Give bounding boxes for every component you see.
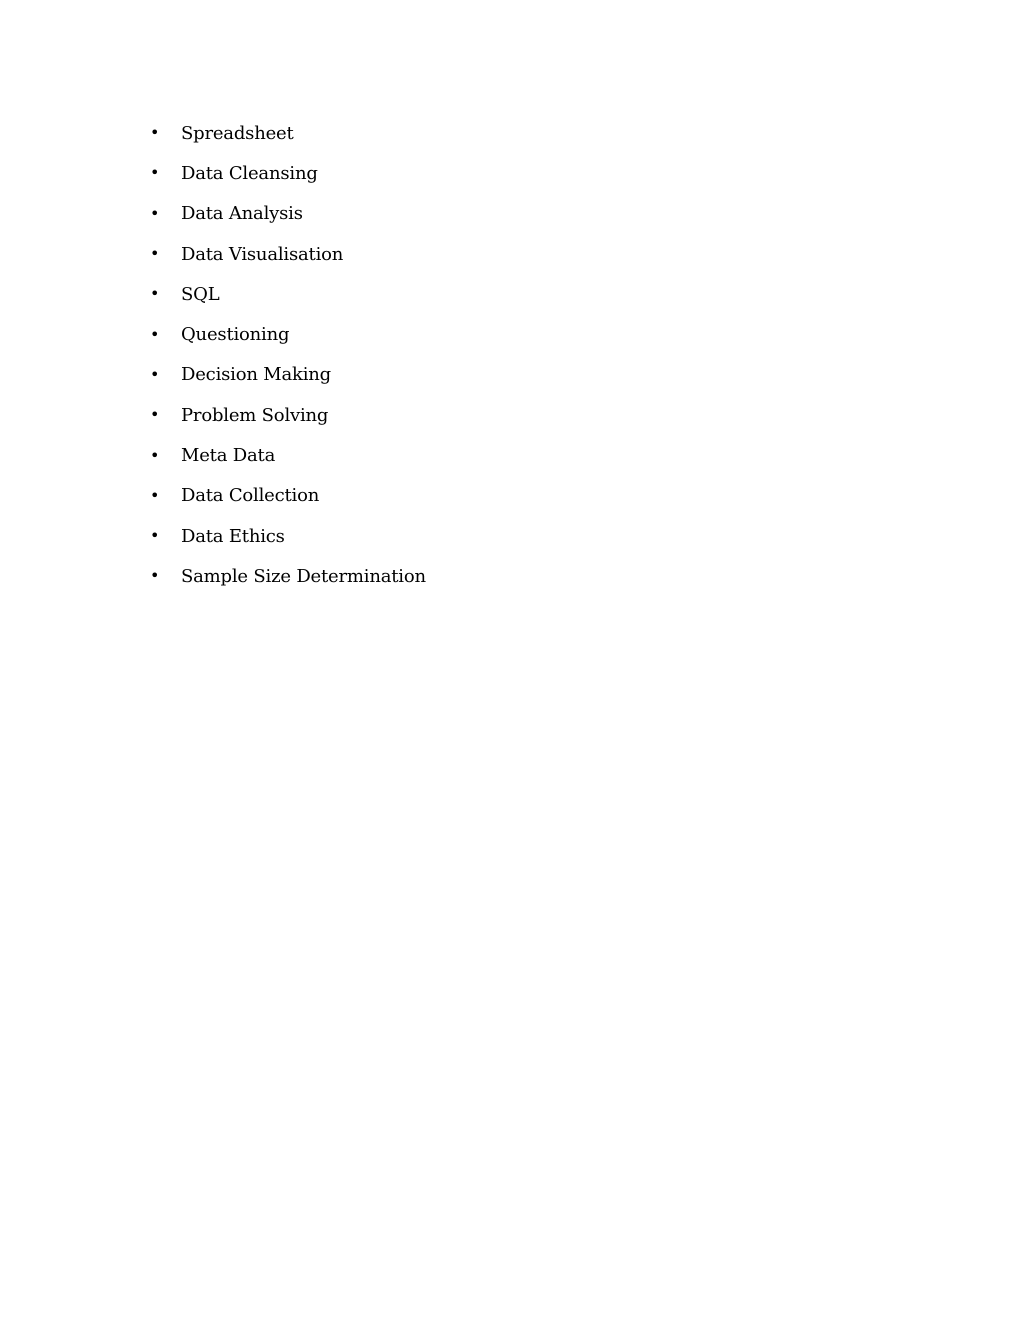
- list-item-text: SQL: [181, 283, 220, 305]
- list-item: [150, 274, 426, 314]
- list-item-text: Data Ethics: [181, 525, 285, 547]
- list-item: [150, 314, 426, 354]
- bullet-icon: •: [150, 123, 160, 143]
- bullet-icon: •: [150, 445, 160, 465]
- list-item: [150, 234, 426, 274]
- list-item: [150, 153, 426, 193]
- bullet-icon: •: [150, 485, 160, 505]
- list-item-text: Meta Data: [181, 445, 276, 467]
- bullet-icon: •: [150, 364, 160, 384]
- list-item: [150, 435, 426, 475]
- list-item-text: Problem Solving: [181, 404, 329, 426]
- list-item: [150, 194, 426, 234]
- list-item-text: Data Analysis: [181, 203, 303, 225]
- list-item: [150, 395, 426, 435]
- bullet-icon: •: [150, 526, 160, 546]
- bullet-icon: •: [150, 244, 160, 264]
- list-item-text: Spreadsheet: [181, 122, 294, 144]
- list-item: [150, 476, 426, 516]
- bullet-icon: •: [150, 405, 160, 425]
- list-item: [150, 113, 426, 153]
- list-item-text: Data Cleansing: [181, 162, 318, 184]
- list-item-text: Data Collection: [181, 485, 320, 507]
- list-item-text: Sample Size Determination: [181, 565, 426, 587]
- bullet-icon: •: [150, 324, 160, 344]
- list-item: [150, 355, 426, 395]
- bullet-icon: •: [150, 284, 160, 304]
- list-item: [150, 556, 426, 596]
- bullet-icon: •: [150, 163, 160, 183]
- skills-bullet-list: [150, 113, 426, 597]
- list-item-text: Questioning: [181, 324, 290, 346]
- bullet-icon: •: [150, 566, 160, 586]
- list-item-text: Data Visualisation: [181, 243, 344, 265]
- list-item: [150, 516, 426, 556]
- list-item-text: Decision Making: [181, 364, 332, 386]
- bullet-icon: •: [150, 203, 160, 223]
